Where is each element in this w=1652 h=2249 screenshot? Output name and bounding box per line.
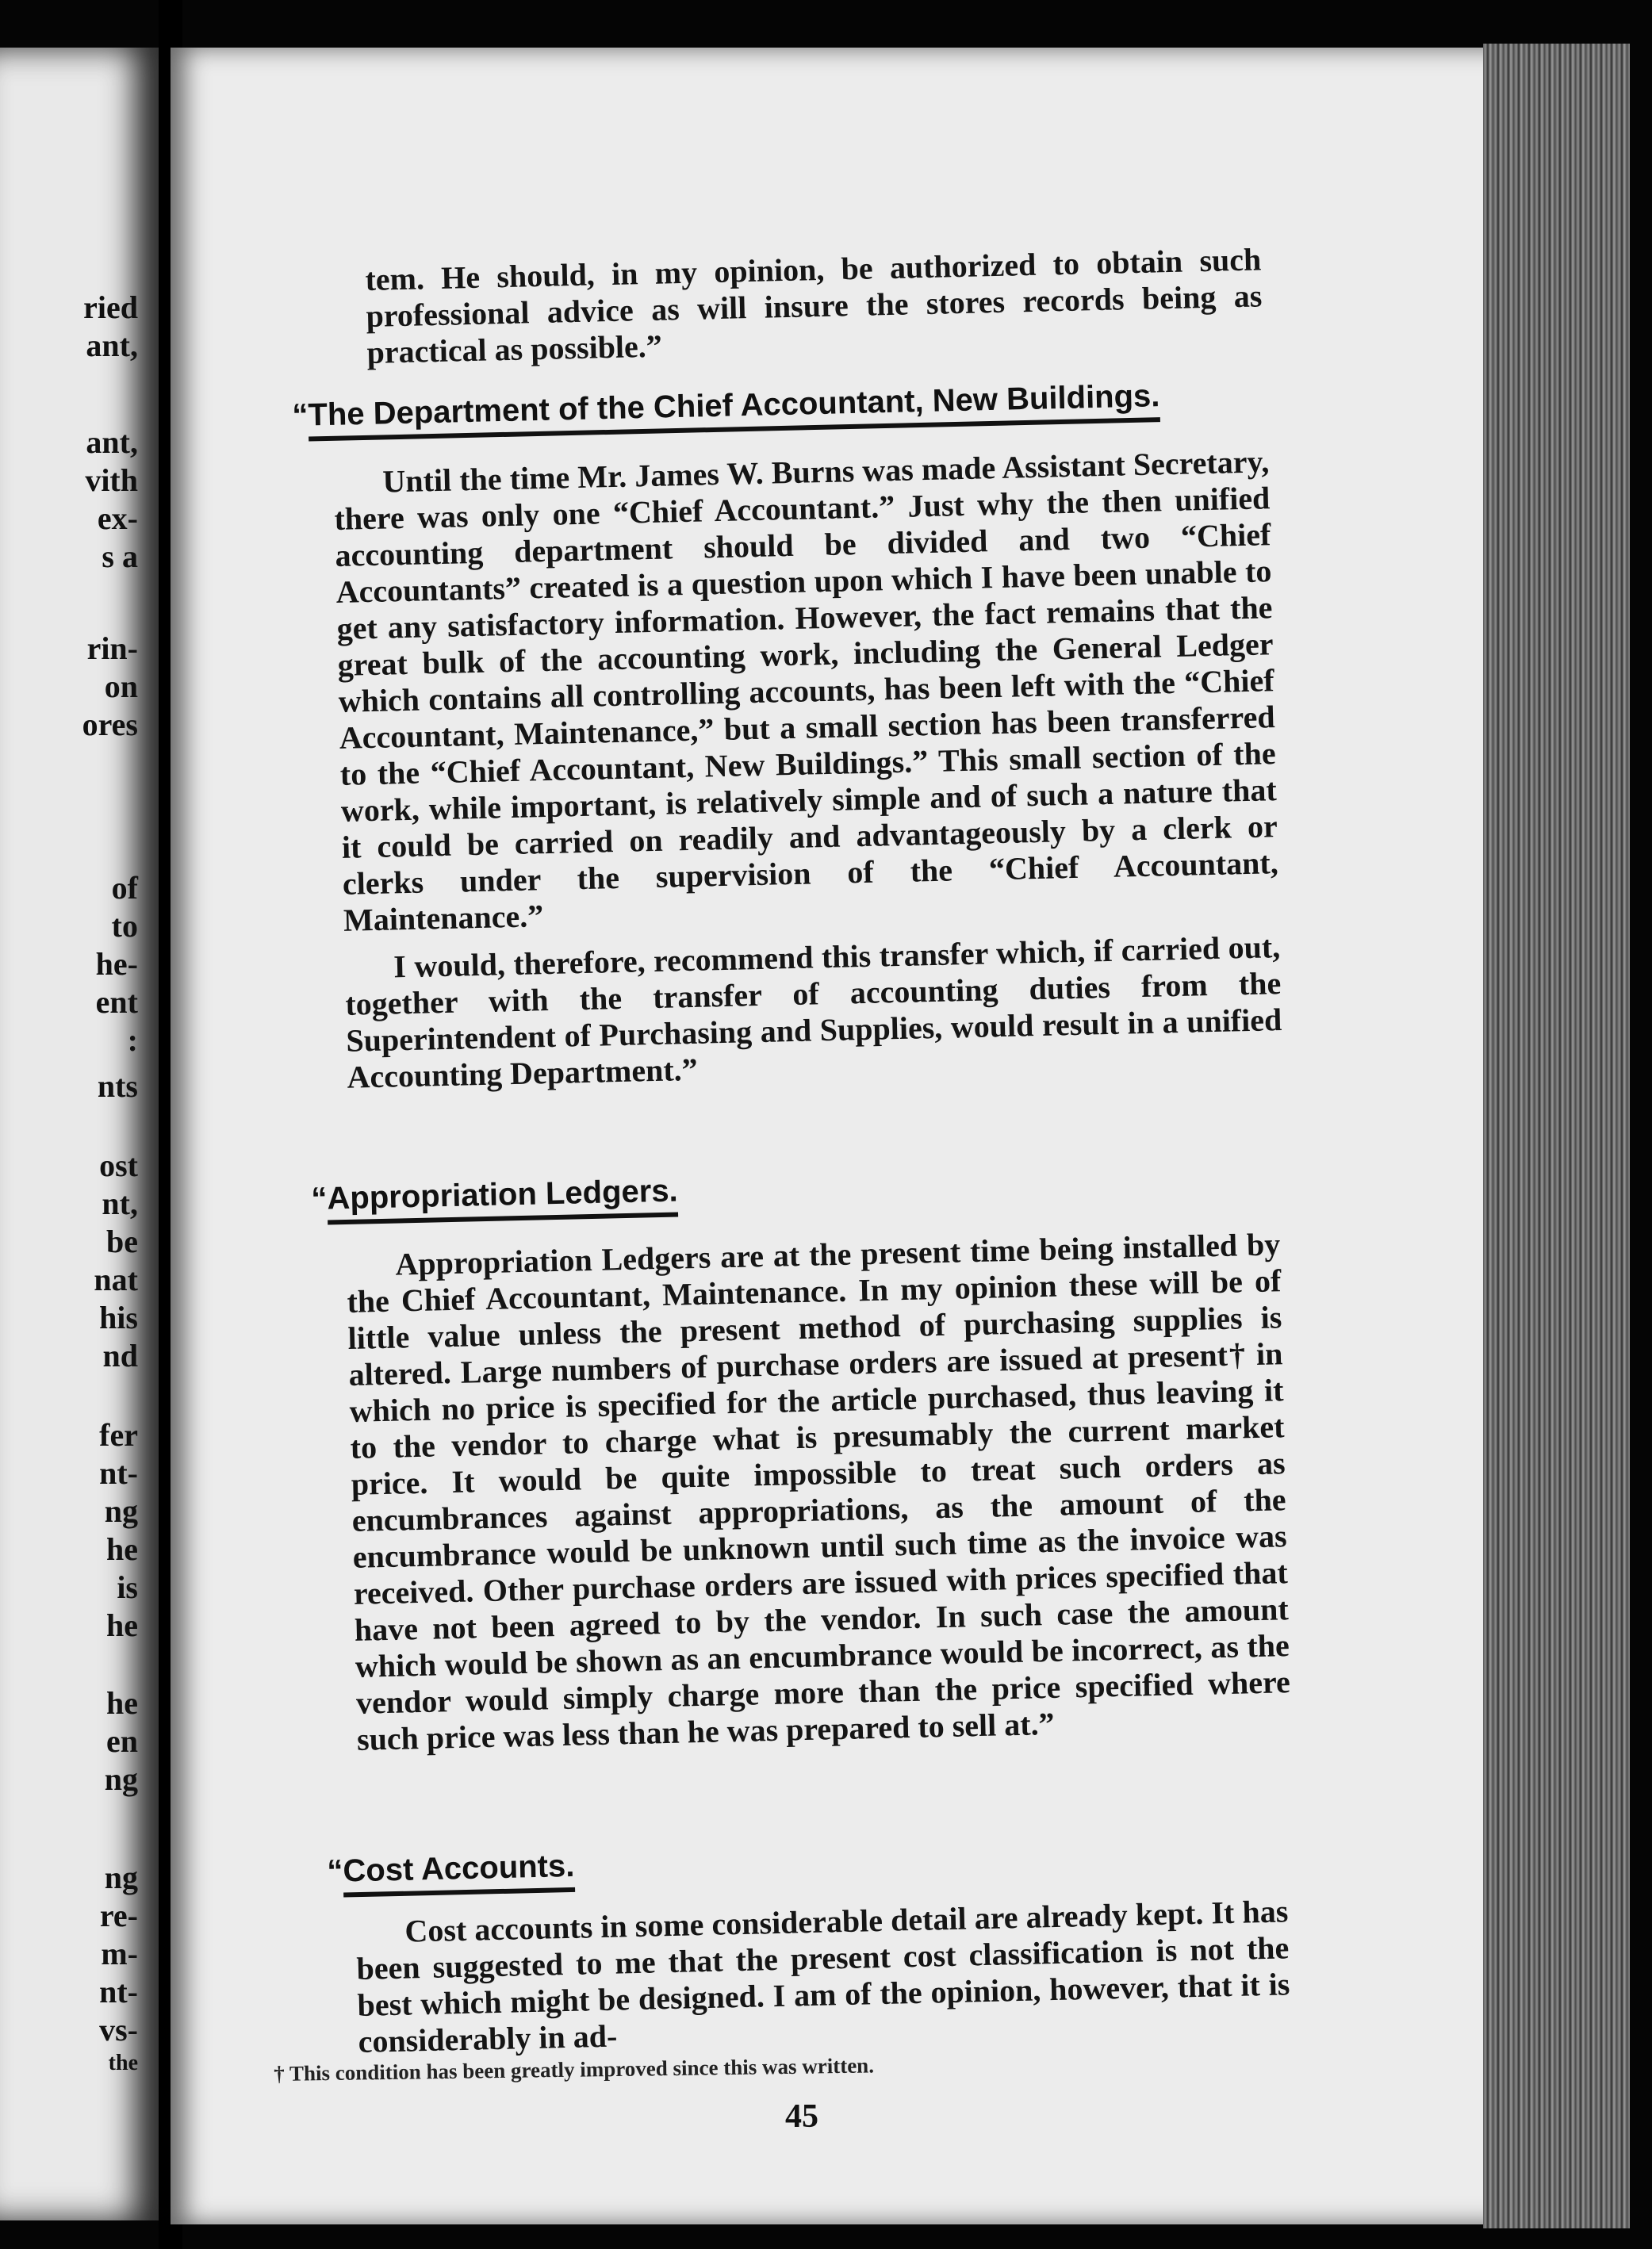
left-fragment: fer	[99, 1417, 138, 1453]
section-body-chief-accountant	[333, 443, 1283, 1096]
section-heading	[311, 1174, 678, 1225]
left-fragment: be	[106, 1224, 138, 1259]
paragraph: I would, therefore, recommend this transfer which, if carried out, together with the transfer of accounting duties from the Superintendent of Purchasing and Supplies, would result in a unified Accounting Department.”	[344, 929, 1282, 1095]
left-fragment: ex-	[97, 500, 138, 536]
left-fragment: is	[117, 1569, 138, 1605]
opening-text: tem. He should, in my opinion, be authorized to obtain such professional advice as will insure the stores records being as practical as possible.”	[365, 241, 1263, 370]
section-heading	[327, 1849, 575, 1898]
left-fragment: nts	[97, 1068, 138, 1104]
left-fragment: the	[108, 2051, 138, 2075]
left-fragment: nt-	[99, 1455, 138, 1491]
left-fragment: nat	[94, 1262, 138, 1297]
left-fragment: ant,	[86, 328, 138, 363]
left-fragment: vith	[85, 462, 138, 498]
left-fragment: he	[106, 1607, 138, 1643]
section-title-appropriation-ledgers: Appropriation Ledgers.	[327, 1174, 678, 1225]
paragraph: Appropriation Ledgers are at the present time being installed by the Chief Accountant, Maintenance. In my opinion these will be of little value unless the present method of purchasing supplies is altered. Large numbers of purchase orders are issued at present† in which no price is specified for the article purchased, thus leaving it to the vendor to charge what is presumably the current market price. It would be quite impossible to treat such orders as encumbrances against appropriations, as the amount of the encumbrance would be unknown until such time as the invoice was received. Other purchase orders are issued with prices specified that have not been agreed to by the vendor. In such case the amount which would be shown as an encumbrance would be incorrect, as the vendor would simply charge more than the price specified where such price was less than he was prepared to sell at.”	[347, 1226, 1291, 1757]
left-fragment: ost	[99, 1147, 138, 1183]
left-fragment: nt,	[102, 1186, 138, 1221]
left-fragment: s a	[102, 538, 138, 574]
left-fragment: nd	[102, 1338, 138, 1374]
section-title-chief-accountant: The Department of the Chief Accountant, New Buildings.	[308, 378, 1160, 441]
left-fragment: re-	[99, 1898, 138, 1933]
page-number: 45	[785, 2098, 818, 2135]
left-fragment: rin-	[86, 630, 138, 666]
section-body-cost-accounts	[355, 1893, 1291, 2060]
left-fragment: ng	[104, 1860, 138, 1895]
section-title-cost-accounts: Cost Accounts.	[343, 1849, 575, 1898]
left-fragment: ried	[83, 289, 138, 325]
footnote: † This condition has been greatly improved since this was written.	[274, 2053, 875, 2086]
left-fragment: on	[104, 669, 138, 704]
left-fragment: to	[111, 908, 138, 944]
left-fragment: his	[99, 1300, 138, 1335]
facing-page-left	[0, 48, 159, 2220]
left-fragment: he	[106, 1531, 138, 1567]
left-fragment: :	[127, 1022, 138, 1058]
left-fragment: ores	[82, 707, 138, 742]
left-fragment: ng	[104, 1493, 138, 1529]
left-fragment: he-	[95, 946, 138, 982]
section-body-appropriation-ledgers	[346, 1226, 1291, 1758]
open-quote: “	[292, 397, 309, 433]
left-fragment: ant,	[86, 424, 138, 460]
left-fragment: m-	[101, 1936, 138, 1971]
open-quote: “	[327, 1853, 343, 1889]
left-fragment: of	[111, 870, 138, 906]
paragraph: Cost accounts in some considerable detail are already kept. It has been suggested to me that the present cost classification is not the best which might be designed. I am of the opinion, however, that it is considerably in ad-	[356, 1893, 1290, 2059]
left-fragment: ng	[104, 1761, 138, 1797]
left-fragment: nt-	[99, 1974, 138, 2010]
open-quote: “	[311, 1181, 328, 1216]
page-edges	[1483, 44, 1630, 2228]
opening-paragraph	[365, 241, 1263, 371]
paragraph: Until the time Mr. James W. Burns was made Assistant Secretary, there was only one “Chief Accountant.” Just why the then unified accounting department should be divided and two “Chief Accountants” created is a question upon which I have been unable to get any satisfactory information. However, the fact remains that the great bulk of the accounting work, including the General Ledger which contains all controlling accounts, has been left with the “Chief Accountant, Maintenance,” but a small section has been transferred to the “Chief Accountant, New Buildings.” This small section of the work, while important, is relatively simple and of such a nature that it could be carried on readily and advantageously by a clerk or clerks under the supervision of the “Chief Accountant, Maintenance.”	[334, 443, 1279, 938]
book-page	[171, 48, 1550, 2224]
left-fragment: he	[106, 1685, 138, 1721]
left-fragment: en	[106, 1723, 138, 1759]
left-fragment: vs-	[99, 2012, 138, 2048]
left-fragment: ent	[95, 984, 138, 1020]
